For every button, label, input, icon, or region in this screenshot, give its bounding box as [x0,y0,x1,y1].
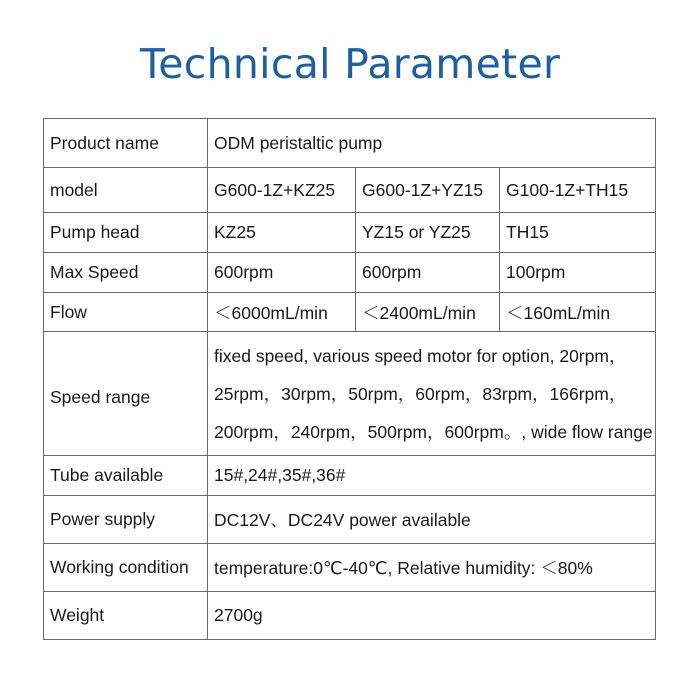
speed-range-line-2: 25rpm，30rpm，50rpm，60rpm，83rpm，166rpm， [214,383,627,404]
table-row-tube-available [44,456,656,496]
table-row-flow [44,293,656,332]
pump-head-value-2: YZ15 or YZ25 [356,213,500,253]
speed-range-line-3: 200rpm，240rpm，500rpm，600rpm。, wide flow range [214,421,653,442]
pump-head-value-1: KZ25 [208,213,356,253]
table-row-power-supply [44,496,656,544]
model-value-3: G100-1Z+TH15 [500,168,656,213]
weight-label: Weight [44,592,208,640]
flow-value-1: ＜6000mL/min [208,293,356,332]
model-label: model [44,168,208,213]
power-value: DC12V、DC24V power available [208,496,656,544]
table-row-speed-range [44,332,656,456]
table-row-max-speed [44,253,656,293]
weight-value: 2700g [208,592,656,640]
speed-range-label [44,332,208,456]
model-value-2: G600-1Z+YZ15 [356,168,500,213]
pump-head-label: Pump head [44,213,208,253]
max-speed-value-3: 100rpm [500,253,656,293]
max-speed-value-2: 600rpm [356,253,500,293]
tube-value: 15#,24#,35#,36# [208,456,656,496]
table-row-weight [44,592,656,640]
product-name-value: ODM peristaltic pump [208,119,656,168]
flow-label: Flow [44,293,208,332]
speed-range-line-1: fixed speed, various speed motor for option, 20rpm， [214,345,627,366]
power-label: Power supply [44,496,208,544]
max-speed-label: Max Speed [44,253,208,293]
working-value: temperature:0℃-40℃, Relative humidity: ＜80% [208,544,656,592]
product-name-label: Product name [44,119,208,168]
flow-value-2: ＜2400mL/min [356,293,500,332]
max-speed-value-1: 600rpm [208,253,356,293]
model-value-1: G600-1Z+KZ25 [208,168,356,213]
page-title: Technical Parameter [139,40,561,88]
table-row-model [44,168,656,213]
table-row-working-condition [44,544,656,592]
working-label: Working condition [44,544,208,592]
flow-value-3: ＜160mL/min [500,293,656,332]
pump-head-value-3: TH15 [500,213,656,253]
table-row-pump-head [44,213,656,253]
technical-parameter-table [43,118,656,640]
speed-range-label-text: Speed range [50,386,151,407]
speed-range-value [208,332,656,456]
tube-label: Tube available [44,456,208,496]
table-row-product-name [44,119,656,168]
